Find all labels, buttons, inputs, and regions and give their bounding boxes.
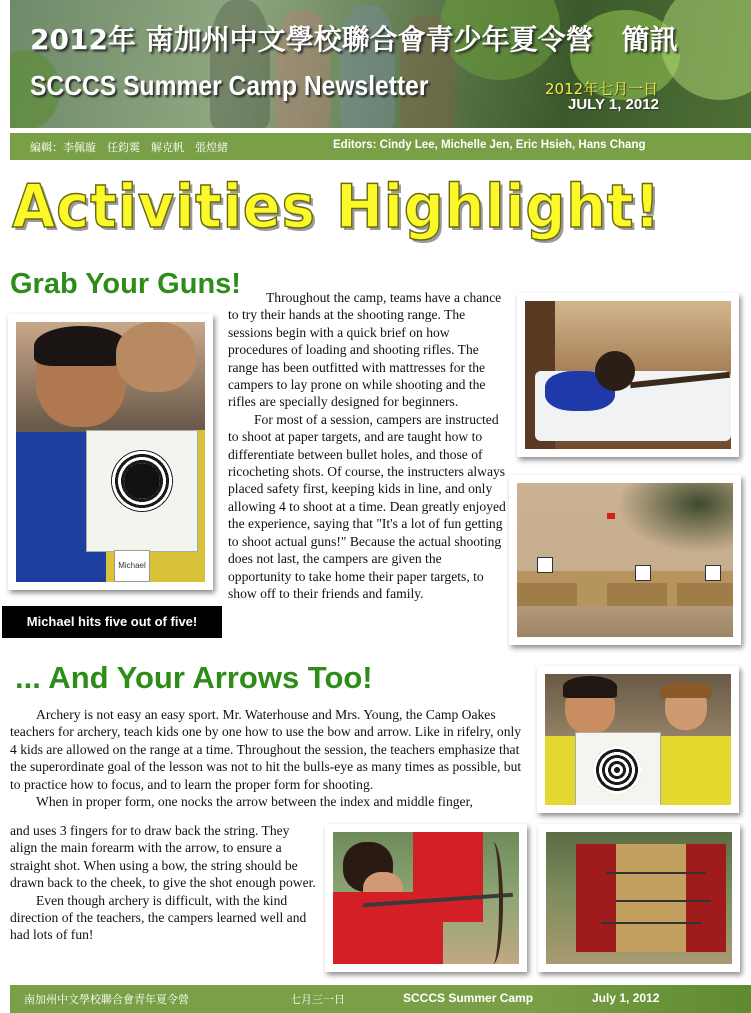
arrows-article-text-top — [10, 706, 528, 810]
photo-boy-with-rifle — [517, 293, 739, 457]
arrows-paragraph-1: Archery is not easy an easy sport. Mr. Waterhouse and Mrs. Young, the Camp Oakes teachers for archery, teach kids one by one how to use the bow and arrow. Like in rifelry, only 4 kids are allowed on the range at a time. Throughout the session, the teachers emphasize that the superordinate goal of the lesson was not to hit the bulls-eye as many times as possible, but to practice how to focus, and to learn the proper form for shooting. — [10, 707, 522, 792]
name-tag: Michael — [114, 550, 150, 582]
photo-michael-target — [8, 314, 213, 590]
photo-kids-archery-target — [537, 666, 739, 813]
newsletter-title-english: SCCCS Summer Camp Newsletter — [30, 70, 429, 101]
photo-shooting-targets — [509, 475, 741, 645]
photo-girl-drawing-bow — [325, 824, 527, 972]
section-heading-guns: Grab Your Guns! — [10, 268, 241, 300]
editors-english: Editors: Cindy Lee, Michelle Jen, Eric Hsieh, Hans Chang — [333, 139, 646, 151]
arrows-paragraph-3: Even though archery is difficult, with the kind direction of the teachers, the campers learned well and had lots of fun! — [10, 892, 307, 943]
arrows-paragraph-2-rest: and uses 3 fingers for to draw back the string. They align the main forearm with the arrow, to ensure a straight shot. When using a bow, the string should be drawn back to the cheek, to give the shot enough power. — [10, 823, 316, 891]
footer-org-chinese: 南加州中文學校聯合會青年夏令營 — [24, 993, 189, 1006]
header-banner — [10, 0, 751, 128]
photo-caption-michael: Michael hits five out of five! — [2, 606, 222, 638]
guns-paragraph-1: Throughout the camp, teams have a chance to try their hands at the shooting range. The sessions begin with a quick brief on how procedures of loading and shooting rifles. The range has been outfitted with mattresses for the campers to lay prone on while shooting and the rifles are specially designed for beginners. — [228, 290, 502, 410]
footer-camp-english: SCCCS Summer Camp — [403, 991, 534, 1005]
editors-bar — [10, 133, 751, 160]
footer-date-chinese: 七月三一日 — [290, 993, 345, 1006]
guns-paragraph-2: For most of a session, campers are instructed to shoot at paper targets, and are taught how to differentiate between bullet holes, and those of ricocheting shots. Of course, the instructers always placed safety first, keeping kids in line, and only allowing 4 to shoot at a time. Dean greatly enjoyed the experience, saying that "It's a lot of fun getting to shoot actual guns!" Because the actual shooting does not last, the campers are given the opportunity to take home their paper targets, to show off to their friends and family. — [228, 411, 506, 601]
activities-highlight-title: Activities Highlight! — [12, 172, 661, 242]
arrows-paragraph-2-first-line: When in proper form, one nocks the arrow between the index and middle finger, — [36, 794, 473, 810]
issue-date-chinese: 2012年七月一日 — [545, 80, 659, 98]
section-heading-arrows: ... And Your Arrows Too! — [15, 660, 373, 695]
footer-date-english: July 1, 2012 — [592, 991, 660, 1005]
arrows-article-text-bottom — [10, 822, 316, 944]
photo-hay-bale-arrows — [538, 824, 740, 972]
footer-bar — [10, 985, 751, 1013]
issue-date-english: JULY 1, 2012 — [568, 96, 659, 113]
newsletter-title-chinese: 2012年 南加州中文學校聯合會青少年夏令營 簡訊 — [30, 23, 678, 56]
guns-article-text — [228, 289, 508, 602]
editors-chinese: 編輯：李佩璇 任鈞霙 解克帆 張煌緒 — [30, 141, 228, 154]
